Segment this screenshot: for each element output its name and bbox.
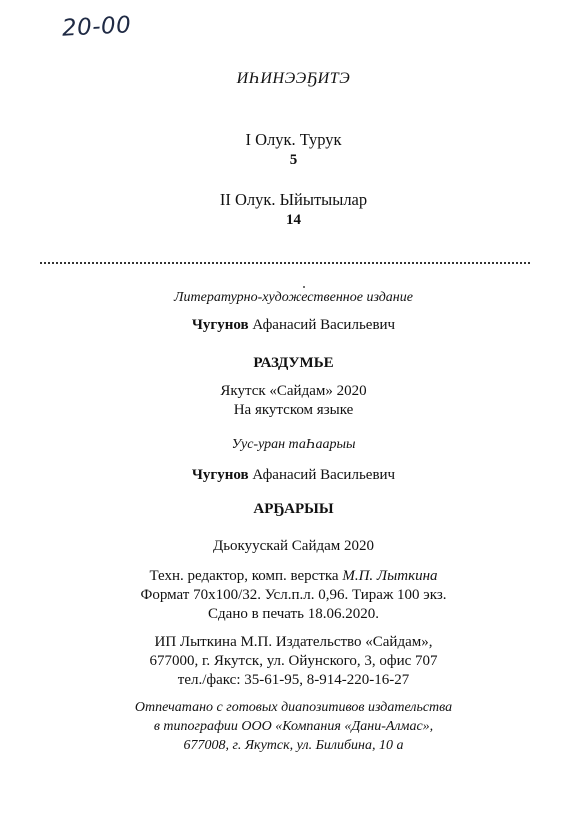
- handwritten-price: 20-00: [61, 12, 132, 42]
- tech-editor-name: М.П. Лыткина: [342, 568, 438, 584]
- print-speck: [303, 286, 305, 288]
- printer-line-1: Отпечатано с готовых диапозитивов издательства: [134, 700, 453, 715]
- contents-title: ИҺИНЭЭҔИТЭ: [236, 70, 351, 87]
- chapter-2-title: II Олук. Ыйытыылар: [219, 190, 368, 209]
- tech-editor-line: [0, 568, 587, 585]
- title-ru: РАЗДУМЬЕ: [253, 355, 334, 371]
- publisher-address: 677000, г. Якутск, ул. Ойунского, 3, офис 707: [149, 653, 438, 669]
- author-given-name: Афанасий Васильевич: [252, 317, 396, 333]
- publisher-line-ru: Якутск «Сайдам» 2020: [220, 383, 367, 399]
- author-line-sah: [0, 467, 587, 484]
- publisher-name: ИП Лыткина М.П. Издательство «Сайдам»,: [154, 634, 433, 650]
- author-surname: Чугунов: [191, 317, 249, 333]
- genre-ru: Литературно-художественное издание: [174, 290, 413, 305]
- author-surname-2: Чугунов: [191, 467, 249, 483]
- language-note-ru: На якутском языке: [233, 402, 354, 418]
- printer-line-3: 677008, г. Якутск, ул. Билибина, 10 а: [183, 738, 404, 753]
- genre-sah: Уус-уран таҺаарыы: [231, 437, 356, 452]
- author-line-ru: [0, 317, 587, 334]
- dotted-divider: [40, 262, 530, 264]
- publisher-line-sah: Дьокуускай Сайдам 2020: [212, 538, 375, 554]
- title-sah: АРҔАРЫЫ: [253, 501, 334, 517]
- format-line: Формат 70х100/32. Усл.п.л. 0,96. Тираж 100 экз.: [140, 587, 447, 603]
- chapter-1-title: I Олук. Турук: [245, 130, 342, 149]
- chapter-2-page: 14: [286, 212, 301, 228]
- publisher-phone: тел./факс: 35-61-95, 8-914-220-16-27: [177, 672, 410, 688]
- print-date: Сдано в печать 18.06.2020.: [208, 606, 379, 622]
- printer-line-2: в типографии ООО «Компания «Дани-Алмас»,: [153, 719, 434, 734]
- author-given-name-2: Афанасий Васильевич: [252, 467, 396, 483]
- tech-editor-label: Техн. редактор, комп. верстка: [149, 568, 339, 584]
- chapter-1-page: 5: [289, 152, 298, 168]
